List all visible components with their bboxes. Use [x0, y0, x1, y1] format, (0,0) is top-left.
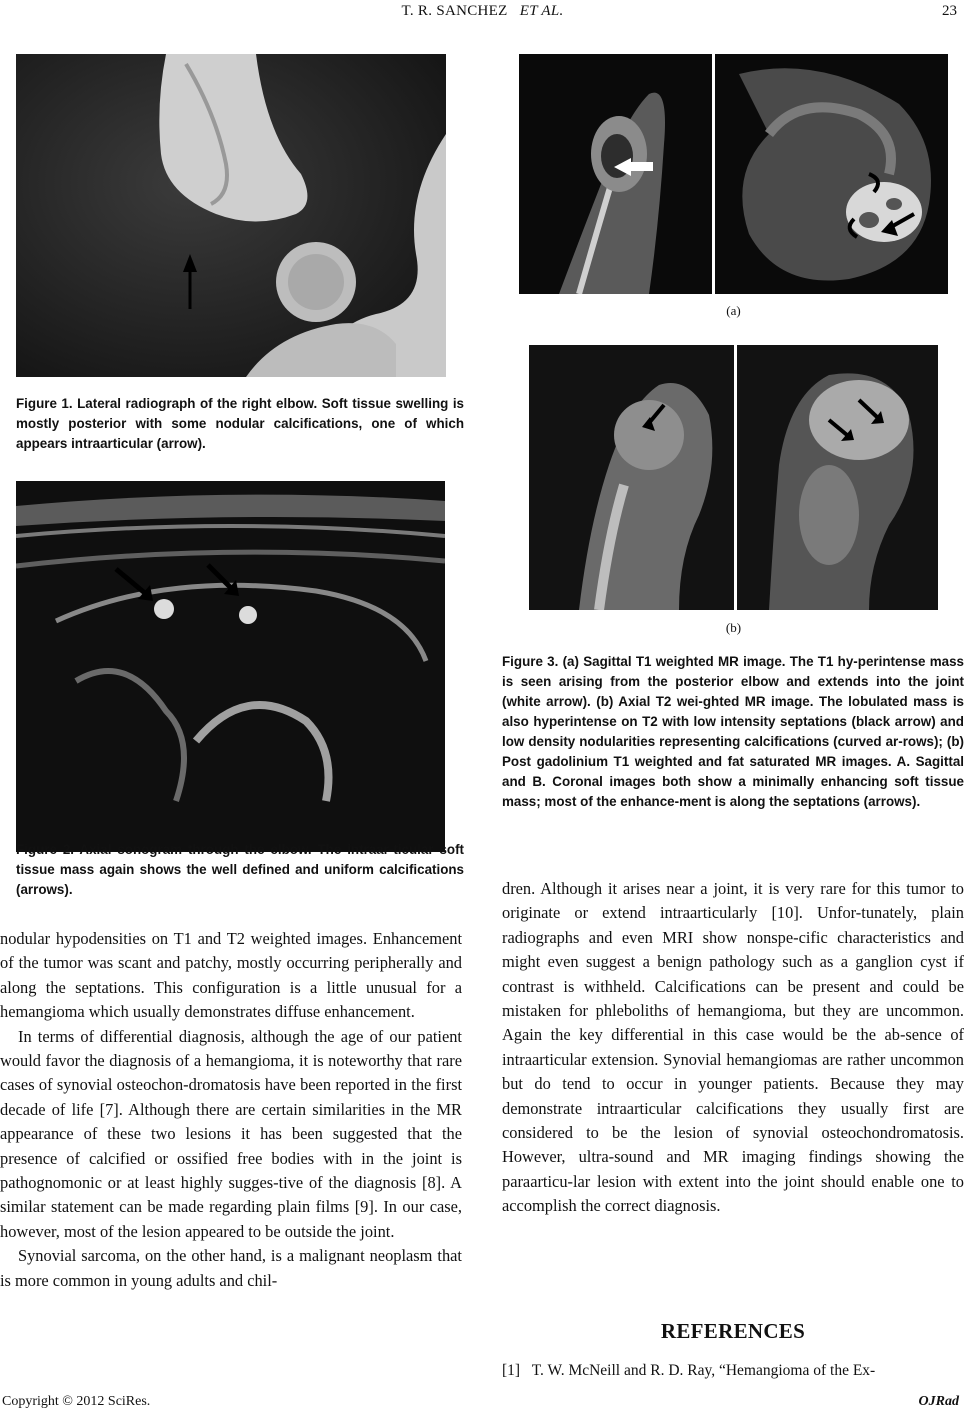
right-column-text	[502, 877, 964, 1219]
figure-1-caption: Figure 1. Lateral radiograph of the right elbow. Soft tissue swelling is mostly posterior with some nodular calcifications, one of which appears intraarticular (arrow).	[16, 396, 464, 451]
reference-1-text: T. W. McNeill and R. D. Ray, “Hemangioma of the Ex-	[531, 1362, 876, 1379]
figure-3a-label: (a)	[726, 303, 741, 318]
figure-1-radiograph	[16, 54, 446, 377]
figure-2-caption: Figure 2. Axial sonogram through the elbow. The intraar-ticular soft tissue mass again shows the well defined and uniform calcifications (arrows).	[16, 842, 464, 897]
left-paragraph-3: Synovial sarcoma, on the other hand, is a malignant neoplasm that is more common in young adults and chil-	[0, 1246, 462, 1290]
right-paragraph-1: dren. Although it arises near a joint, it is very rare for this tumor to originate or extend intraarticularly [10]. Unfor-tunately, plain radiographs and even MRI show nonspe-cific characteristics and might even suggest a benign pathology such as a ganglion cyst if contrast is withheld. Calcifications can be present and could be mistaken for phleboliths of hemangioma, but they are uncommon. Again the key differential in this case would be the ab-sence of intraarticular extension. Synovial hemangiomas are rather uncommon but do tend to occur in younger patients. Because they may demonstrate intraarticular calcifications they usually first are considered to be the lesion of synovial osteochondromatosis. However, ultra-sound and MR imaging findings showing the paraarticu-lar lesion with extent into the joint should enable one to accomplish the correct diagnosis.	[502, 879, 964, 1216]
footer-journal: OJRad	[918, 1394, 959, 1409]
page-number: 23	[942, 3, 957, 19]
reference-1-number: [1]	[502, 1362, 521, 1379]
figure-3a-mri	[519, 54, 948, 294]
left-paragraph-1: nodular hypodensities on T1 and T2 weighted images. Enhancement of the tumor was scant and patchy, mostly occurring peripherally and along the septations. This configuration is a little unusual for a hemangioma which usually demonstrates diffuse enhancement.	[0, 929, 462, 1022]
left-column-text	[0, 927, 462, 1293]
footer-copyright: Copyright © 2012 SciRes.	[2, 1394, 151, 1409]
header-authors: T. R. SANCHEZ	[401, 3, 508, 19]
left-paragraph-2: In terms of differential diagnosis, although the age of our patient would favor the diagnosis of a hemangioma, it is noteworthy that rare cases of synovial osteochon-dromatosis have been reported in the first decade of life [7]. Although there are certain similarities in the MR appearance of these two lesions it has been suggested that the presence of calcified or ossified free bodies with in the joint is pathognomonic or at least highly sugges-tive of the diagnosis [8]. A similar statement can be made regarding plain films [9]. In our case, however, most of the lesion appeared to be outside the joint.	[0, 1026, 462, 1241]
running-header	[0, 3, 965, 23]
figure-3b-label: (b)	[725, 620, 742, 635]
references-heading: REFERENCES	[660, 1319, 806, 1343]
figure-3-caption: Figure 3. (a) Sagittal T1 weighted MR image. The T1 hy-perintense mass is seen arising from the posterior elbow and extends into the joint (white arrow). (b) Axial T2 wei-ghted MR image. The lobulated mass is also hyperintense on T2 with low intensity septations (black arrow) and low density nodularities representing calcifications (curved ar-rows); (b) Post gadolinium T1 weighted and fat saturated MR images. A. Sagittal and B. Coronal images both show a minimally enhancing soft tissue mass; most of the enhance-ment is along the septations (arrows).	[502, 654, 964, 809]
reference-1	[502, 1362, 964, 1380]
header-etal: ET AL.	[519, 3, 564, 19]
figure-3b-mri	[529, 345, 938, 610]
figure-2-sonogram	[16, 481, 445, 852]
running-head-title	[0, 3, 965, 20]
